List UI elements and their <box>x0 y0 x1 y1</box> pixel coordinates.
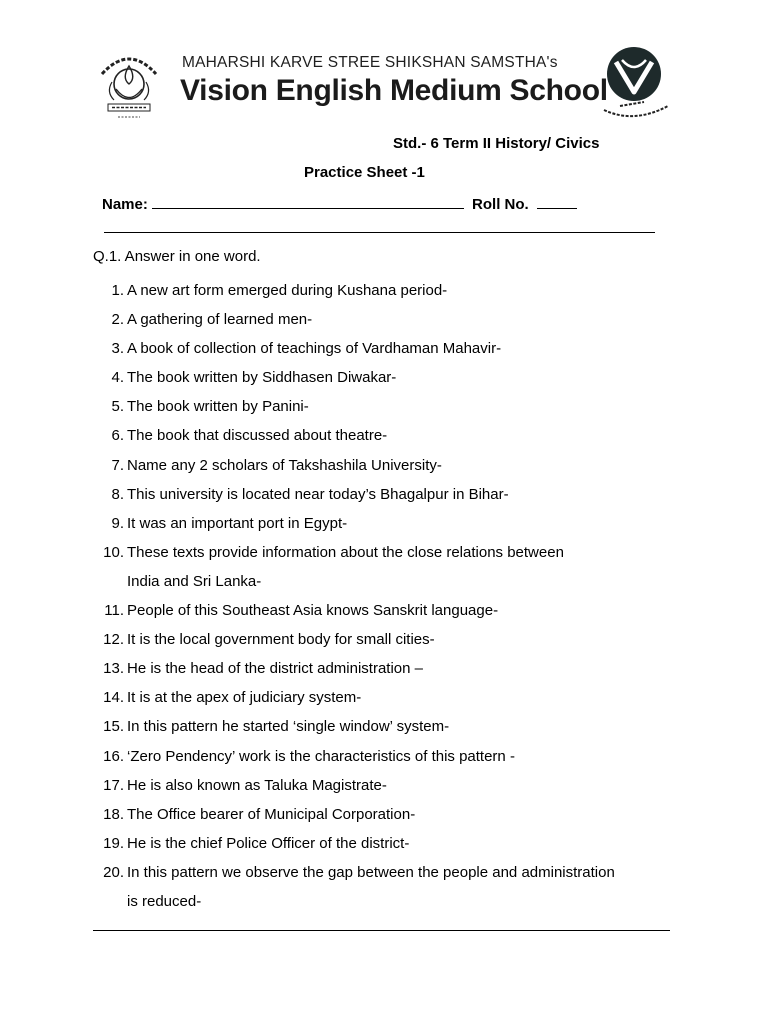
question-text-line: The book written by Siddhasen Diwakar- <box>127 369 397 387</box>
question-number: 16. <box>103 747 124 765</box>
question-text-line: is reduced- <box>127 892 202 910</box>
question-text <box>127 363 768 392</box>
question-item <box>0 363 768 392</box>
question-text-line: It was an important port in Egypt- <box>127 514 348 532</box>
question-text-line: The book written by Panini- <box>127 398 309 416</box>
question-number: 3. <box>111 340 124 358</box>
question-list <box>0 276 768 916</box>
question-item <box>0 683 768 712</box>
question-number: 14. <box>103 689 124 707</box>
question-item <box>0 392 768 421</box>
question-heading: Q.1. Answer in one word. <box>93 248 261 265</box>
sheet-title: Practice Sheet -1 <box>304 164 425 181</box>
name-blank[interactable] <box>152 195 464 209</box>
question-text <box>127 829 768 858</box>
question-text-line: The Office bearer of Municipal Corporation- <box>127 805 416 823</box>
question-text <box>127 742 768 771</box>
question-text-line: It is the local government body for small cities- <box>127 631 435 649</box>
question-text <box>127 538 768 596</box>
question-item <box>0 538 768 596</box>
question-text <box>127 451 768 480</box>
question-text-line: A new art form emerged during Kushana period- <box>127 282 448 299</box>
question-text <box>127 305 768 334</box>
question-number: 20. <box>103 863 124 881</box>
question-text-line: A gathering of learned men- <box>127 311 313 329</box>
name-label: Name: <box>102 196 148 213</box>
question-text-line: In this pattern we observe the gap between the people and administration <box>127 863 615 881</box>
question-number: 4. <box>111 369 124 387</box>
question-number: 13. <box>103 660 124 678</box>
question-text-line: It is at the apex of judiciary system- <box>127 689 362 707</box>
question-item <box>0 858 768 916</box>
question-text-line: The book that discussed about theatre- <box>127 427 388 445</box>
question-number: 10. <box>103 543 124 561</box>
question-number: 7. <box>111 456 124 474</box>
question-text-line: He is the chief Police Officer of the district- <box>127 834 410 852</box>
question-text <box>127 654 768 683</box>
question-number: 5. <box>111 398 124 416</box>
question-text-line: People of this Southeast Asia knows Sanskrit language- <box>127 602 499 620</box>
question-item <box>0 800 768 829</box>
question-text <box>127 392 768 421</box>
question-number: 6. <box>111 427 124 445</box>
question-text <box>127 421 768 450</box>
question-text <box>127 276 768 305</box>
question-text-line: India and Sri Lanka- <box>127 572 262 590</box>
name-roll-line <box>102 195 577 213</box>
question-number: 17. <box>103 776 124 794</box>
school-emblem-icon <box>94 44 164 124</box>
question-number: 12. <box>103 631 124 649</box>
question-text-line: These texts provide information about the close relations between <box>127 543 564 561</box>
roll-label: Roll No. <box>472 196 529 213</box>
question-text-line: He is the head of the district administration – <box>127 660 423 678</box>
samstha-name: MAHARSHI KARVE STREE SHIKSHAN SAMSTHA's <box>182 54 558 71</box>
vision-v-logo-icon <box>600 44 672 124</box>
question-text <box>127 800 768 829</box>
question-item <box>0 596 768 625</box>
question-item <box>0 451 768 480</box>
question-item <box>0 480 768 509</box>
question-item <box>0 334 768 363</box>
question-number: 11. <box>104 602 124 620</box>
question-text <box>127 625 768 654</box>
question-number: 9. <box>111 514 124 532</box>
school-name: Vision English Medium School <box>180 74 608 107</box>
question-item <box>0 654 768 683</box>
question-text-line: A book of collection of teachings of Vardhaman Mahavir- <box>127 340 502 358</box>
standard-subject-line: Std.- 6 Term II History/ Civics <box>393 135 600 152</box>
question-item <box>0 509 768 538</box>
question-item <box>0 625 768 654</box>
question-item <box>0 276 768 305</box>
question-text <box>127 480 768 509</box>
top-divider <box>104 232 655 233</box>
question-text <box>127 858 768 916</box>
question-number: 1. <box>111 282 124 299</box>
question-item <box>0 421 768 450</box>
question-text <box>127 771 768 800</box>
question-text <box>127 712 768 741</box>
question-item <box>0 742 768 771</box>
question-text <box>127 683 768 712</box>
question-text-line: He is also known as Taluka Magistrate- <box>127 776 387 794</box>
question-number: 19. <box>103 834 124 852</box>
question-number: 15. <box>103 718 124 736</box>
question-item <box>0 712 768 741</box>
question-number: 18. <box>103 805 124 823</box>
question-number: 2. <box>111 311 124 329</box>
question-text <box>127 509 768 538</box>
question-text <box>127 596 768 625</box>
question-text-line: In this pattern he started ‘single window’ system- <box>127 718 450 736</box>
question-text-line: Name any 2 scholars of Takshashila University- <box>127 456 442 474</box>
question-item <box>0 771 768 800</box>
bottom-divider <box>93 930 670 931</box>
question-item <box>0 305 768 334</box>
question-text <box>127 334 768 363</box>
question-text-line: ‘Zero Pendency’ work is the characteristics of this pattern - <box>127 747 515 765</box>
question-text-line: This university is located near today’s Bhagalpur in Bihar- <box>127 485 509 503</box>
question-item <box>0 829 768 858</box>
question-number: 8. <box>111 485 124 503</box>
roll-blank[interactable] <box>537 195 577 209</box>
